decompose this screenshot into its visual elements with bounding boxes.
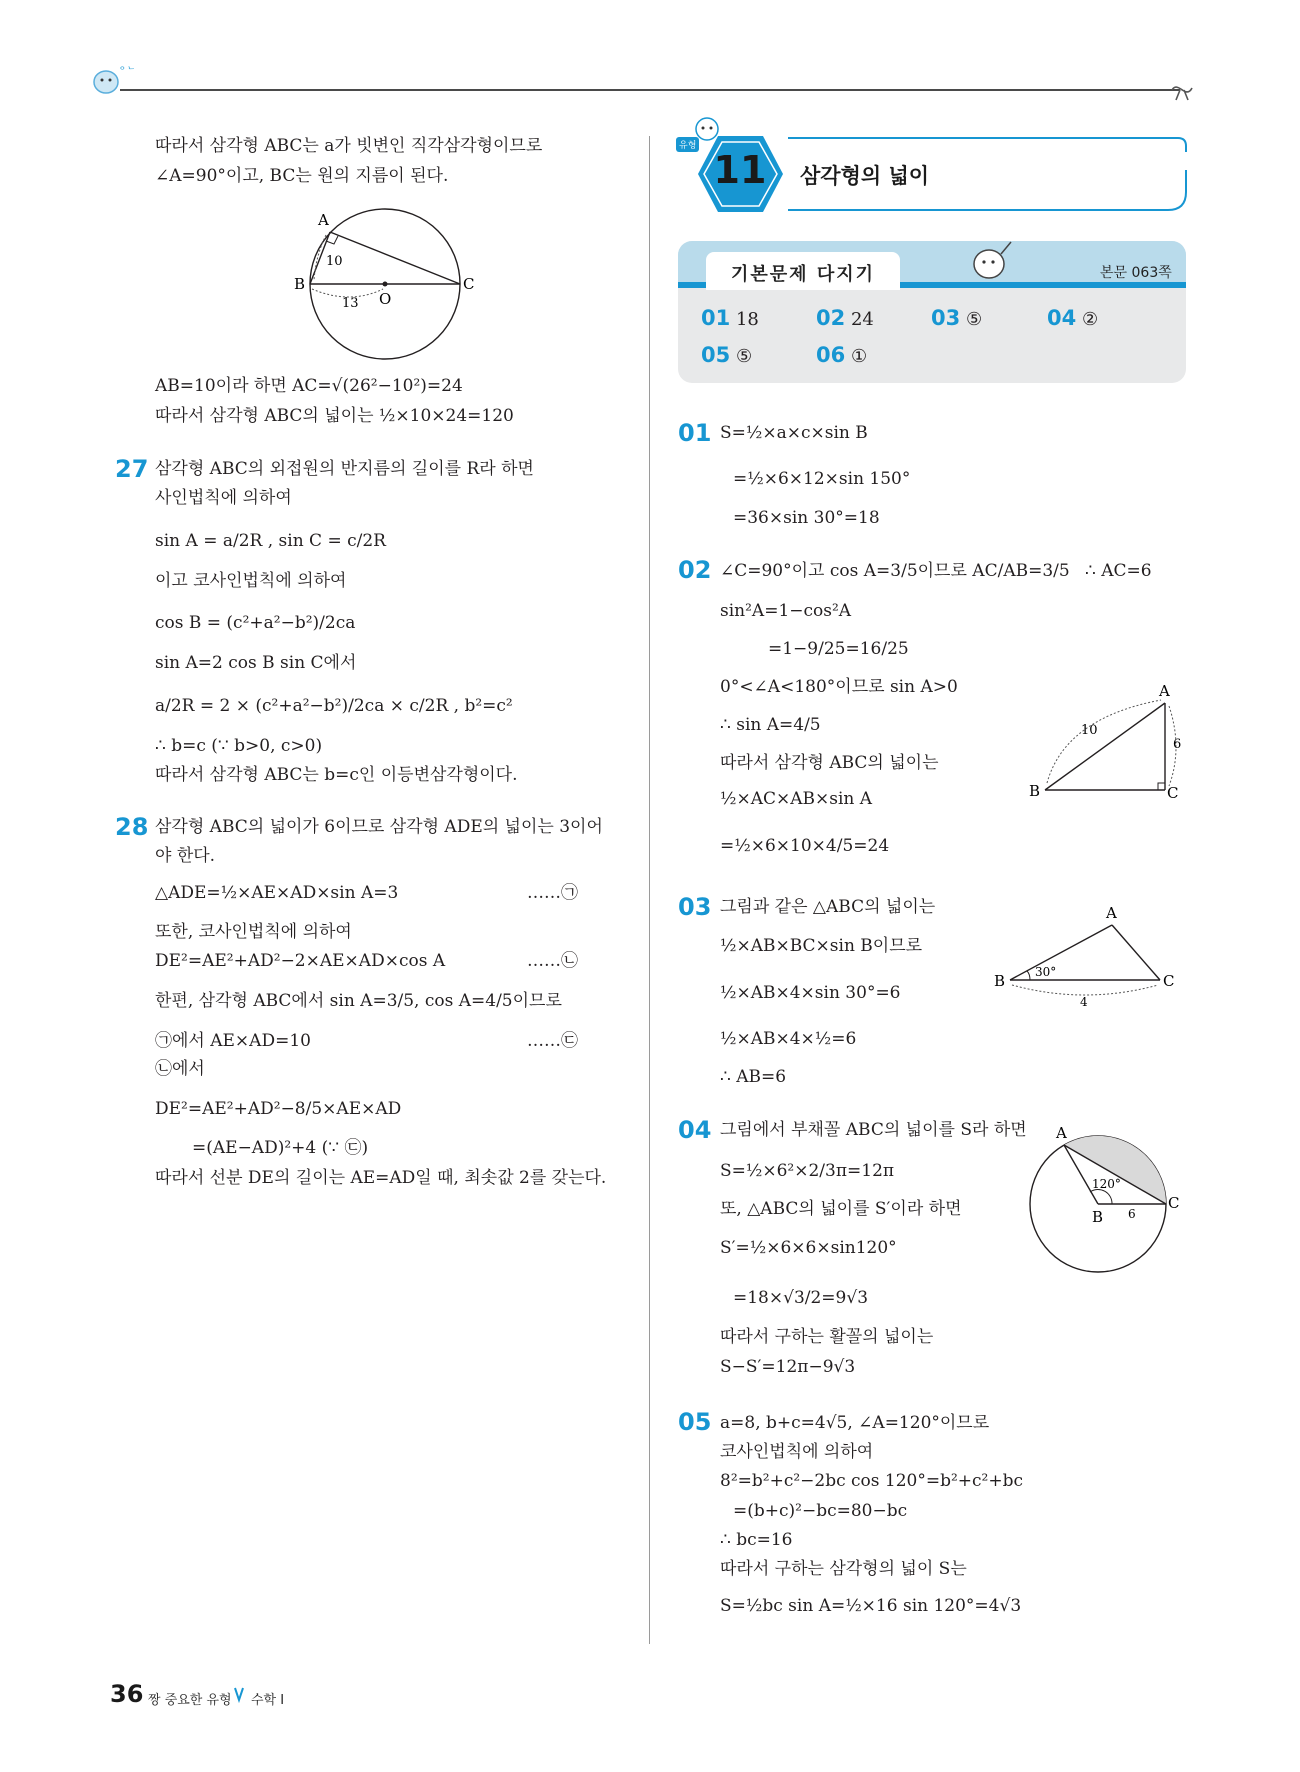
answer-value: ①	[850, 346, 868, 367]
triangle-figure-03	[990, 900, 1185, 1010]
label-6: 6	[1173, 737, 1182, 752]
ribbon-icon	[1168, 78, 1198, 104]
equation: cos B = (c²+a²−b²)/2ca	[155, 613, 356, 633]
label-C: C	[1167, 784, 1179, 802]
equation: ㉠에서 AE×AD=10	[155, 1031, 311, 1051]
equation: ∴ sin A=4/5	[720, 715, 821, 735]
equation: =½×6×10×4/5=24	[720, 836, 890, 856]
label-B: B	[994, 972, 1006, 990]
section-number: 11	[713, 148, 767, 192]
text-line: ∠A=90°이고, BC는 원의 지름이 된다.	[155, 166, 449, 186]
answer-value: ②	[1081, 309, 1099, 330]
page-number: 36	[110, 1680, 144, 1708]
label-A: A	[1056, 1124, 1067, 1142]
equation: S−S′=12π−9√3	[720, 1357, 856, 1377]
label-angle: 120°	[1092, 1177, 1121, 1191]
text-line: 따라서 삼각형 ABC는 b=c인 이등변삼각형이다.	[155, 765, 518, 785]
label-C: C	[1168, 1194, 1180, 1212]
text-line: 야 한다.	[155, 846, 216, 866]
label-B: B	[1092, 1208, 1104, 1226]
equation: 0°<∠A<180°이므로 sin A>0	[720, 677, 958, 697]
text-line: 삼각형 ABC의 넓이가 6이므로 삼각형 ADE의 넓이는 3이어	[155, 817, 603, 837]
equation: S=½bc sin A=½×16 sin 120°=4√3	[720, 1596, 1022, 1616]
problem-number: 03	[678, 893, 712, 921]
equation: sin A = a/2R , sin C = c/2R	[155, 531, 386, 551]
equation: ∴ b=c (∵ b>0, c>0)	[155, 736, 323, 756]
equation: ½×AB×BC×sin B이므로	[720, 936, 923, 956]
answer-key: 05	[701, 343, 731, 367]
text-line: 따라서 구하는 삼각형의 넓이 S는	[720, 1559, 967, 1579]
label-6: 6	[1128, 1207, 1136, 1221]
equation: ½×AC×AB×sin A	[720, 789, 873, 809]
equation: =½×6×12×sin 150°	[733, 469, 911, 489]
answer-key: 02	[816, 306, 846, 330]
text-line: 사인법칙에 의하여	[155, 488, 292, 508]
equation: DE²=AE²+AD²−8/5×AE×AD	[155, 1099, 402, 1119]
equation-tag: ……㉡	[527, 951, 578, 971]
label-A: A	[1159, 682, 1170, 700]
answer-key: 01	[701, 306, 731, 330]
label-B: B	[1029, 782, 1041, 800]
equation: ½×AB×4×½=6	[720, 1029, 857, 1049]
circle-figure-1	[290, 205, 480, 385]
problem-number: 01	[678, 419, 712, 447]
answer-value: ⑤	[735, 346, 753, 367]
label-C: C	[1163, 972, 1175, 990]
label-O: O	[379, 290, 392, 308]
equation: =18×√3/2=9√3	[733, 1288, 869, 1308]
text-line: 또한, 코사인법칙에 의하여	[155, 922, 352, 942]
text-line: 따라서 삼각형 ABC의 넓이는 ½×10×24=120	[155, 406, 514, 426]
text-line: 그림과 같은 △ABC의 넓이는	[720, 897, 936, 917]
section-title: 삼각형의 넓이	[800, 164, 930, 188]
answer-box-ref: 본문 063쪽	[1100, 265, 1172, 281]
equation: =1−9/25=16/25	[768, 639, 909, 659]
mascot-icon	[694, 116, 720, 142]
subject-label: 수학 I	[251, 1693, 285, 1708]
equation-tag: ……㉠	[527, 883, 578, 903]
equation: ∴ AB=6	[720, 1067, 787, 1087]
book-title: 짱 중요한 유형	[148, 1693, 232, 1708]
text-line: 따라서 삼각형 ABC는 a가 빗변인 직각삼각형이므로	[155, 136, 543, 156]
equation: =(b+c)²−bc=80−bc	[733, 1501, 908, 1521]
equation: ∠C=90°이고 cos A=3/5이므로 AC/AB=3/5	[720, 561, 1070, 581]
equation: S=½×6²×2/3π=12π	[720, 1161, 895, 1181]
equation: S′=½×6×6×sin120°	[720, 1238, 897, 1258]
answer-value: 18	[735, 309, 759, 330]
column-divider	[649, 136, 650, 1644]
answer-value: 24	[850, 309, 874, 330]
equation: 8²=b²+c²−2bc cos 120°=b²+c²+bc	[720, 1471, 1024, 1491]
section-tag: 유형	[676, 137, 699, 152]
equation-tag: ……㉢	[527, 1031, 578, 1051]
problem-number: 04	[678, 1116, 712, 1144]
text-line: 코사인법칙에 의하여	[720, 1442, 874, 1462]
problem-number: 27	[115, 455, 149, 483]
text-line: 따라서 구하는 활꼴의 넓이는	[720, 1327, 934, 1347]
equation: a/2R = 2 × (c²+a²−b²)/2ca × c/2R , b²=c²	[155, 696, 513, 716]
label-angle: 30°	[1035, 965, 1057, 979]
answer-value: ⑤	[965, 309, 983, 330]
equation: DE²=AE²+AD²−2×AE×AD×cos A	[155, 951, 446, 971]
text-line: 삼각형 ABC의 외접원의 반지름의 길이를 R라 하면	[155, 459, 534, 479]
text-line: 따라서 삼각형 ABC의 넓이는	[720, 753, 939, 773]
label-B: B	[294, 275, 306, 293]
text-line: 이고 코사인법칙에 의하여	[155, 571, 347, 591]
answer-key: 06	[816, 343, 846, 367]
equation: a=8, b+c=4√5, ∠A=120°이므로	[720, 1413, 990, 1433]
mascot-icon	[965, 234, 1017, 284]
label-A: A	[1106, 904, 1117, 922]
label-10: 10	[1081, 723, 1098, 738]
text-line: sin A=2 cos B sin C에서	[155, 653, 357, 673]
equation: ∴ AC=6	[1085, 561, 1152, 581]
triangle-figure-02	[1025, 678, 1185, 804]
problem-number: 02	[678, 556, 712, 584]
answer-key: 04	[1047, 306, 1077, 330]
equation: ½×AB×4×sin 30°=6	[720, 983, 901, 1003]
problem-number: 05	[678, 1408, 712, 1436]
label-10: 10	[326, 254, 343, 269]
text-line: AB=10이라 하면 AC=√(26²−10²)=24	[155, 376, 463, 396]
mascot-icon	[88, 62, 136, 98]
answer-box-title: 기본문제 다지기	[731, 264, 875, 285]
equation: △ADE=½×AE×AD×sin A=3	[155, 883, 399, 903]
equation: ∴ bc=16	[720, 1530, 793, 1550]
label-4: 4	[1080, 995, 1088, 1009]
text-line: 한편, 삼각형 ABC에서 sin A=3/5, cos A=4/5이므로	[155, 991, 562, 1011]
text-line: ㉡에서	[155, 1059, 205, 1079]
header-rule	[120, 89, 1180, 91]
svg-text:ᄋᄂ: ᄋᄂ	[118, 67, 136, 77]
sector-figure-04	[1030, 1118, 1190, 1278]
bookmark-icon	[233, 1686, 245, 1702]
equation: =(AE−AD)²+4 (∵ ㉢)	[192, 1138, 369, 1158]
text-line: 그림에서 부채꼴 ABC의 넓이를 S라 하면	[720, 1120, 1027, 1140]
label-C: C	[463, 275, 475, 293]
text-line: 따라서 선분 DE의 길이는 AE=AD일 때, 최솟값 2를 갖는다.	[155, 1168, 607, 1188]
text-line: 또, △ABC의 넓이를 S′이라 하면	[720, 1199, 962, 1219]
label-A: A	[318, 211, 329, 229]
label-13: 13	[342, 296, 359, 311]
equation: sin²A=1−cos²A	[720, 601, 852, 621]
equation: S=½×a×c×sin B	[720, 423, 868, 443]
answer-key: 03	[931, 306, 961, 330]
equation: =36×sin 30°=18	[733, 508, 880, 528]
problem-number: 28	[115, 813, 149, 841]
